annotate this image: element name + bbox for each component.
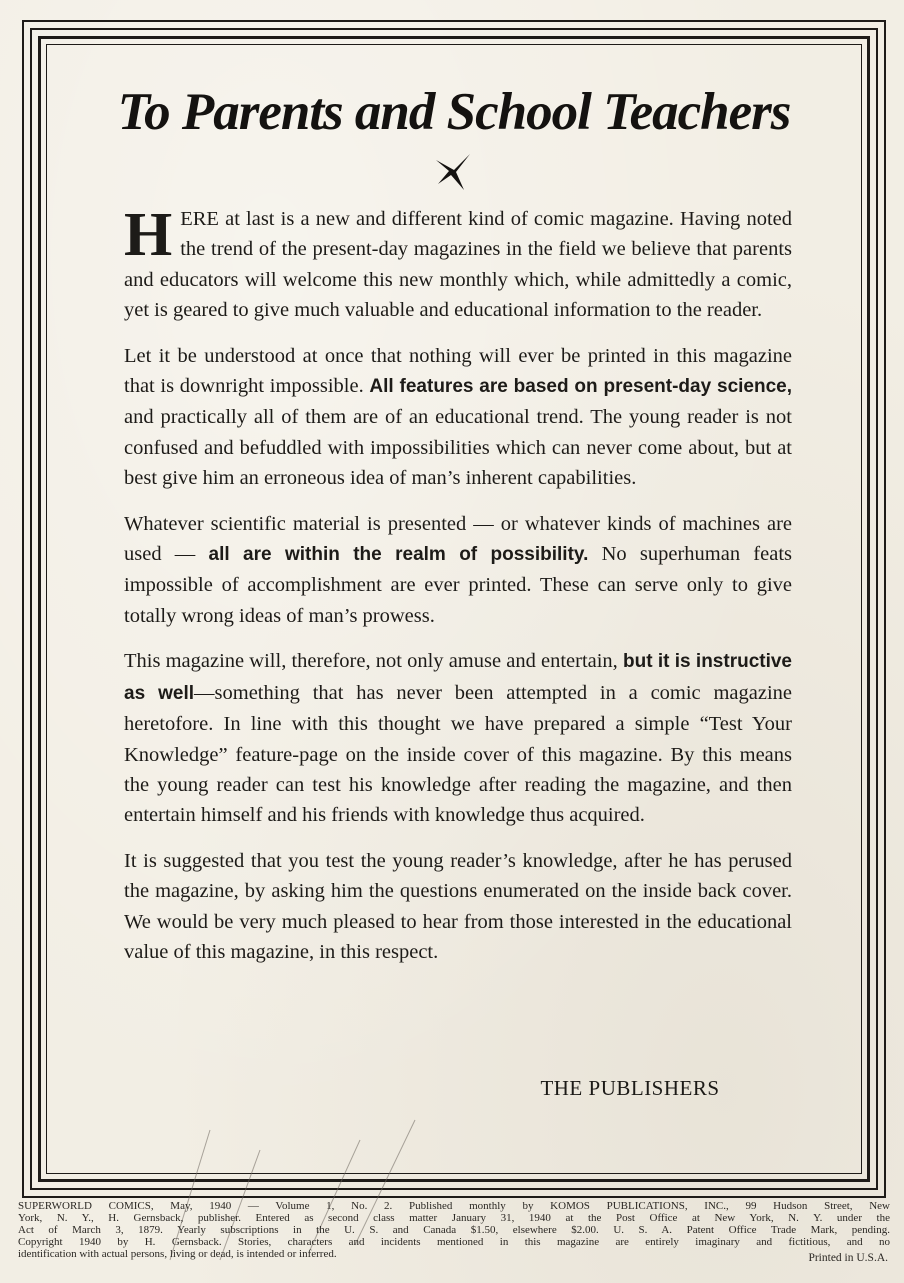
drop-cap: H: [124, 201, 173, 269]
paragraph-4-text-b: —something that has never been attempted in a comic magazine heretofore. In line with this thought we have prepared a simple “Test Your Knowledge” feature-page on the inside cover of this magazine. By this means the young reader can test his knowledge after reading the magazine, and then entertain himself and his friends with knowledge thus acquired.: [124, 681, 793, 827]
paragraph-4-emphasis: but it is instructive as well: [124, 651, 792, 704]
signature: THE PUBLISHERS: [540, 1076, 720, 1100]
letter-body: [124, 201, 793, 982]
paragraph-2: [124, 341, 792, 494]
paragraph-3-text-b: No superhuman feats impossible of accomplishment are ever printed. These can serve only to give totally wrong ideas of man’s prowess.: [124, 543, 793, 627]
paragraph-1: [124, 201, 792, 326]
paragraph-2-text-a: Let it be understood at once that nothing will ever be printed in this magazine that is downright impossible.: [124, 344, 792, 398]
paragraph-2-text-b: and practically all of them are of an educational trend. The young reader is not confused and befuddled with impossibilities which can never come about, but at best give him an erroneous idea of man’s inherent capabilities.: [124, 406, 792, 490]
star-ornament-icon: [430, 150, 474, 194]
page-title: To Parents and School Teachers: [117, 83, 791, 141]
footer-line-1: SUPERWORLD COMICS, May, 1940 — Volume 1, No. 2. Published monthly by KOMOS PUBLICATIONS, INC., 99 Hudson Street, New: [18, 1200, 890, 1212]
footer-line-2: York, N. Y., H. Gernsback, publisher. Entered as second class matter January 31, 1940 at the Post Office at New York, N. Y. under the: [18, 1212, 890, 1224]
paragraph-5: [124, 846, 792, 968]
paragraph-4-text-a: This magazine will, therefore, not only amuse and entertain,: [124, 650, 618, 673]
paragraph-1-text: ERE at last is a new and different kind of comic magazine. Having noted the trend of the present-day magazines in the field we believe that parents and educators will welcome this new monthly which, while admittedly a comic, yet is geared to give much valuable and educational information to the reader.: [124, 208, 792, 322]
paragraph-3: [124, 509, 792, 632]
paragraph-5-text: It is suggested that you test the young reader’s knowledge, after he has perused the magazine, by asking him the questions enumerated on the inside back cover. We would be very much pleased to hear from those interested in the educational value of this magazine, in this respect.: [124, 849, 792, 963]
paragraph-3-emphasis: all are within the realm of possibility.: [208, 544, 589, 566]
paragraph-2-emphasis: All features are based on present-day science,: [369, 376, 792, 398]
printed-in-note: Printed in U.S.A.: [808, 1252, 888, 1264]
footer-line-3: Act of March 3, 1879. Yearly subscriptions in the U. S. and Canada $1.50, elsewhere $2.00. U. S. A. Patent Office Trade Mark, pending.: [18, 1224, 890, 1236]
paragraph-3-text-a: Whatever scientific material is presented — or whatever kinds of machines are used —: [124, 512, 792, 566]
footer-line-4: Copyright 1940 by H. Gernsback. Stories, characters and incidents mentioned in this magazine are entirely imaginary and fictitious, and no: [18, 1236, 890, 1248]
footer-line-5: identification with actual persons, living or dead, is intended or inferred.: [18, 1248, 337, 1260]
paragraph-4: [124, 646, 792, 830]
publication-info: [18, 1200, 890, 1260]
